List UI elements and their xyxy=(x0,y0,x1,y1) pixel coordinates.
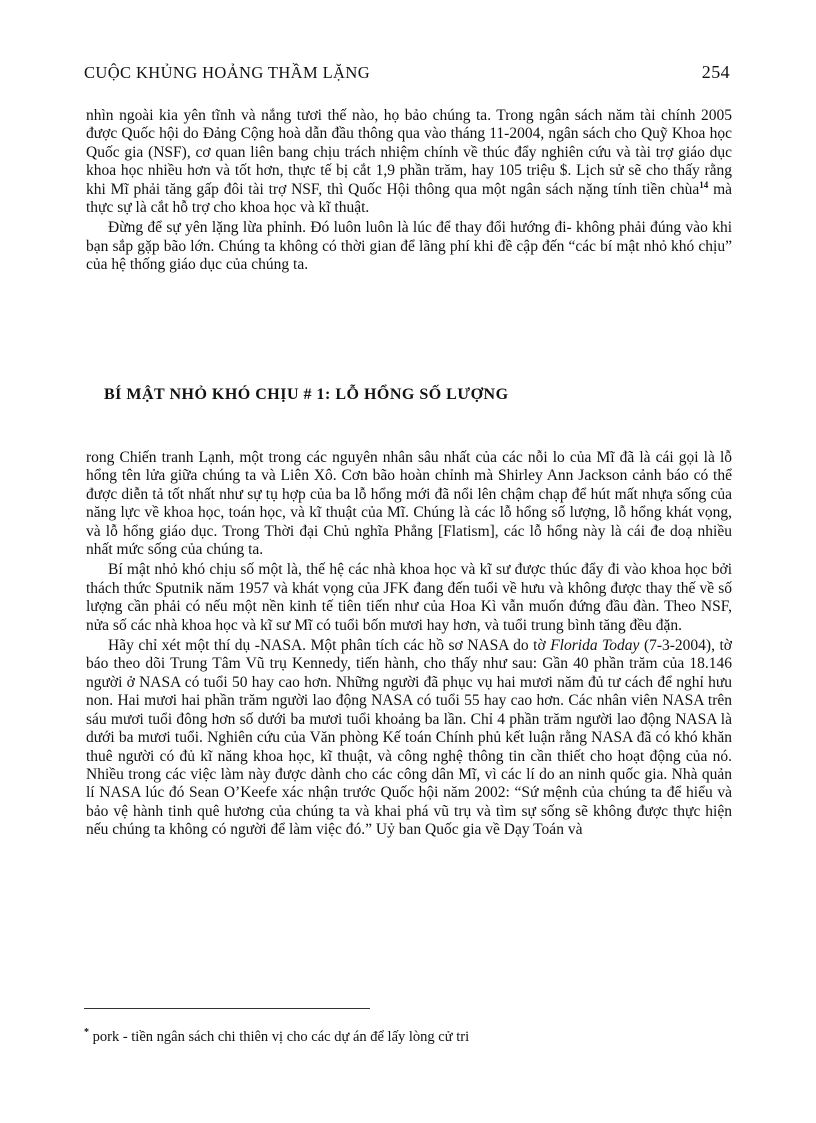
source-title: Florida Today xyxy=(550,637,640,655)
footnote-mark: * xyxy=(84,1027,89,1039)
paragraph: nhìn ngoài kia yên tĩnh và nắng tươi thế nào, họ bảo chúng ta. Trong ngân sách năm tài chính 2005 được Quốc hội do Đảng Cộng hoà dẫn đầu thông qua vào tháng 11-2004, ngân sách cho Quỹ Khoa học Quốc gia (NSF), cơ quan liên bang chịu trách nhiệm chính về thúc đẩy nghiên cứu và tài trợ giáo dục khoa học nhiều hơn và tốt hơn, thực tế bị cắt 1,9 phần trăm, hay 105 triệu $. Lịch sử sẽ cho thấy rằng khi Mĩ phải tăng gấp đôi tài trợ NSF, thì Quốc Hội thông qua một ngân sách nặng tính tiền chùa$^{14}$ mà thực sự là cắt hỗ trợ cho khoa học và kĩ thuật. xyxy=(86,107,733,217)
paragraph: rong Chiến tranh Lạnh, một trong các nguyên nhân sâu nhất của các nỗi lo của Mĩ đã là cái gọi là lỗ hổng tên lửa giữa chúng ta và Liên Xô. Cơn bão hoàn chỉnh mà Shirley Ann Jackson cảnh báo có thể được diễn tả tốt nhất như sự tụ hợp của ba lỗ hổng mới đã nổi lên chậm chạp để hút mất nhựa sống của năng lực về khoa học, toán học, và kĩ thuật của Mĩ. Chúng là các lỗ hổng số lượng, lỗ hổng khát vọng, và lỗ hổng giáo dục. Trong Thời đại Chủ nghĩa Phẳng [Flatism], các lỗ hổng này là cái đe doạ nhiều nhất mức sống của chúng ta. xyxy=(86,449,732,559)
note-reference: 14 xyxy=(699,179,709,190)
page-number: 254 xyxy=(701,62,730,82)
text-block-main xyxy=(86,449,732,842)
section-heading: BÍ MẬT NHỎ KHÓ CHỊU # 1: LỖ HỔNG SỐ LƯỢNG xyxy=(104,386,509,403)
paragraph: Hãy chỉ xét một thí dụ -NASA. Một phân tích các hồ sơ NASA do tờ Florida Today (7-3-2004), tờ báo theo dõi Trung Tâm Vũ trụ Kennedy, tiến hành, cho thấy như sau: Gần 40 phần trăm của 18.146 người ở NASA có tuổi 50 hay cao hơn. Những người đã phục vụ hai mươi năm đủ tư cách để nghỉ hưu non. Hai mươi hai phần trăm người lao động NASA có tuổi 55 hay cao hơn. Các nhân viên NASA trên sáu mươi tuổi đông hơn số dưới ba mươi tuổi khoảng ba lần. Chỉ 4 phần trăm người lao động NASA là dưới ba mươi tuổi. Nghiên cứu của Văn phòng Kế toán Chính phủ kết luận rằng NASA đã có khó khăn thuê người có đủ kĩ năng khoa học, kĩ thuật, và công nghệ thông tin cần thiết cho hoạt động của nó. Nhiều trong các việc làm này được dành cho các công dân Mĩ, vì các lí do an ninh quốc gia. Nhà quản lí NASA lúc đó Sean O’Keefe xác nhận trước Quốc hội năm 2002: “Sứ mệnh của chúng ta để hiểu và bảo vệ hành tinh quê hương của chúng ta và khai phá vũ trụ và tìm sự sống sẽ không được thực hiện nếu chúng ta không có người để làm việc đó.” Uỷ ban Quốc gia về Dạy Toán và xyxy=(86,637,732,839)
paragraph: Bí mật nhỏ khó chịu số một là, thế hệ các nhà khoa học và kĩ sư được thúc đẩy đi vào khoa học bởi thách thức Sputnik năm 1957 và khát vọng của JFK đang đến tuổi về hưu và không được thay thế về số lượng cần phải có nếu một nền kinh tế tiên tiến như của Hoa Kì vẫn muốn đứng đầu đàn. Theo NSF, nửa số các nhà khoa học và kĩ sư Mĩ có tuổi bốn mươi hay hơn, và tuổi trung bình tăng đều đặn. xyxy=(86,561,732,634)
footnote xyxy=(84,1029,469,1046)
paragraph: Đừng để sự yên lặng lừa phỉnh. Đó luôn luôn là lúc để thay đổi hướng đi- không phải đúng vào khi bạn sắp gặp bão lớn. Chúng ta không có thời gian để lãng phí khi đề cập đến “các bí mật nhỏ khó chịu” của hệ thống giáo dục của chúng ta. xyxy=(86,219,732,274)
page-header xyxy=(84,62,730,92)
text-block-top xyxy=(86,107,732,277)
footnote-text: pork - tiền ngân sách chi thiên vị cho các dự án để lấy lòng cử tri xyxy=(89,1029,470,1045)
running-title: CUỘC KHỦNG HOẢNG THẦM LẶNG xyxy=(84,63,371,82)
footnote-divider xyxy=(84,1008,370,1009)
